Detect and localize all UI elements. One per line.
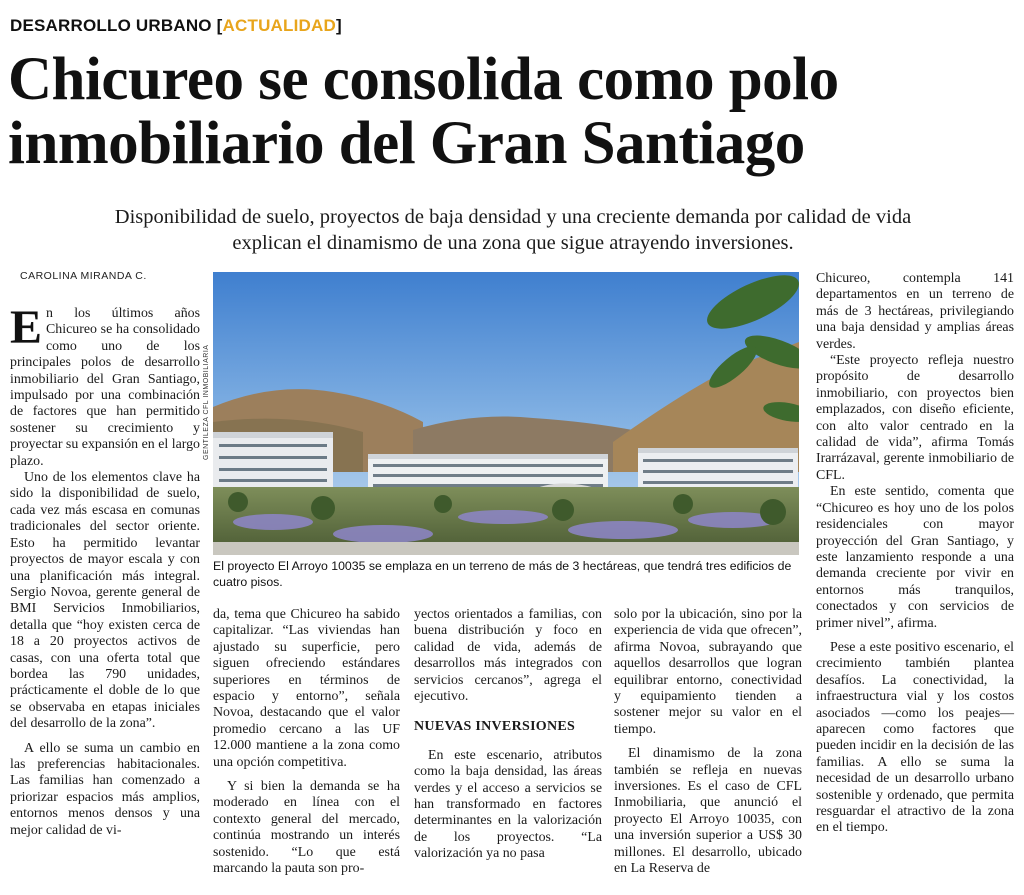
paragraph: yectos orientados a familias, con buena distribución y foco en calidad de vida, además de desarrollos más integrados con servicios cercanos”, agrega el ejecutivo. — [414, 607, 602, 705]
headline-line-1: Chicureo se consolida como polo — [8, 46, 839, 113]
section-close-bracket: ] — [335, 16, 342, 35]
paragraph: Chicureo, contempla 141 departamentos en un terreno de más de 3 hectáreas, privilegiando una baja densidad y amplias áreas verdes. — [816, 271, 1014, 352]
project-rendering-image — [213, 272, 799, 555]
section-open-bracket: [ — [216, 16, 223, 35]
article-column-1 — [10, 301, 200, 839]
paragraph: solo por la ubicación, sino por la experiencia de vida que ofrecen”, afirma Novoa, subrayando que aquellos desarrollos que logran equilibrar entorno, conectividad y equipamiento tienden a sostener mejor su valor en el tiempo. — [614, 607, 802, 737]
section-name: DESARROLLO URBANO — [10, 16, 212, 35]
section-heading: NUEVAS INVERSIONES — [414, 719, 576, 735]
paragraph: En este escenario, atributos como la baja densidad, las áreas verdes y el acceso a servicios se han transformado en factores determinantes en la valorización de los proyectos. “La valorización ya no pasa — [414, 747, 602, 862]
drop-cap: E — [10, 301, 43, 354]
article-column-3 — [414, 607, 602, 863]
paragraph: En este sentido, comenta que “Chicureo es hoy uno de los polos residenciales con mayor proyección del Gran Santiago, y este lanzamiento responde a una demanda creciente por vivir en entornos más tranquilos, conectados y con servicios de primer nivel”, afirma. — [816, 484, 1014, 631]
article-column-5 — [816, 271, 1014, 837]
photo-caption: El proyecto El Arroyo 10035 se emplaza en un terreno de más de 3 hectáreas, que tendrá tres edificios de cuatro pisos. — [213, 559, 792, 589]
paragraph: En los últimos años Chicureo se ha consolidado como uno de los principales polos de desarrollo inmobiliario del Gran Santiago, impulsado por una combinación de factores que han permitido sostener su crecimiento y proyectar su expansión en el largo plazo. — [10, 301, 200, 469]
subheadline-line-2: explican el dinamismo de una zona que sigue atrayendo inversiones. — [232, 232, 794, 254]
paragraph: Uno de los elementos clave ha sido la disponibilidad de suelo, cada vez más escasa en comunas tradicionales del sector oriente. Esto ha permitido levantar proyectos de mayor escala y con una planificación más integral. Sergio Novoa, gerente general de BMI Servicios Inmobiliarios, detalla que “hoy existen cerca de 18 a 20 proyectos activos de casas, con una oferta total que bordea las 790 unidades, prácticamente el doble de lo que se observaba en etapas iniciales del desarrollo de la zona”. — [10, 470, 200, 732]
headline-line-2: inmobiliario del Gran Santiago — [8, 110, 805, 177]
paragraph: Y si bien la demanda se ha moderado en línea con el contexto general del mercado, continúa mostrando un interés sostenido. “Lo que está marcando la pauta son pro- — [213, 779, 400, 877]
paragraph: “Este proyecto refleja nuestro propósito de desarrollo inmobiliario, con proyectos bien emplazados, con diseño eficiente, con alto valor centrado en la calidad de vida”, afirma Tomás Irarrázaval, gerente inmobiliario de CFL. — [816, 353, 1014, 483]
section-label — [10, 16, 342, 36]
paragraph: A ello se suma un cambio en las preferencias habitacionales. Las familias han comenzado a priorizar espacios más amplios, entornos menos densos y una mejor calidad de vi- — [10, 740, 200, 838]
paragraph: Pese a este positivo escenario, el crecimiento también plantea desafíos. La conectividad, la infraestructura vial y los costos asociados —como los peajes— aparecen como factores que pueden incidir en la decisión de las familias. A ello se suma la necesidad de un desarrollo urbano sostenible y ordenado, que permita resguardar el atractivo de la zona en el tiempo. — [816, 639, 1014, 836]
section-tag: ACTUALIDAD — [222, 16, 336, 35]
paragraph: da, tema que Chicureo ha sabido capitalizar. “Las viviendas han ajustado su superficie, pero siguen ofreciendo estándares superiores en términos de espacio y entorno”, señala Novoa, destacando que el valor promedio cercano a las UF 12.000 mantiene a la zona como una opción competitiva. — [213, 607, 400, 770]
byline: CAROLINA MIRANDA C. — [20, 270, 147, 282]
paragraph: El dinamismo de la zona también se refleja en nuevas inversiones. Es el caso de CFL Inmobiliaria, que anunció el proyecto El Arroyo 10035, con una inversión superior a US$ 30 millones. El desarrollo, ubicado en La Reserva de — [614, 746, 802, 877]
headline — [8, 48, 1018, 176]
project-photo — [213, 272, 799, 555]
subheadline-line-1: Disponibilidad de suelo, proyectos de baja densidad y una creciente demanda por calidad de vida — [114, 206, 912, 228]
article-column-4 — [614, 607, 802, 878]
article-column-2 — [213, 607, 400, 878]
subheadline — [13, 204, 1013, 256]
photo-credit: GENTILEZA CFL INMOBILIARIA — [203, 344, 210, 460]
